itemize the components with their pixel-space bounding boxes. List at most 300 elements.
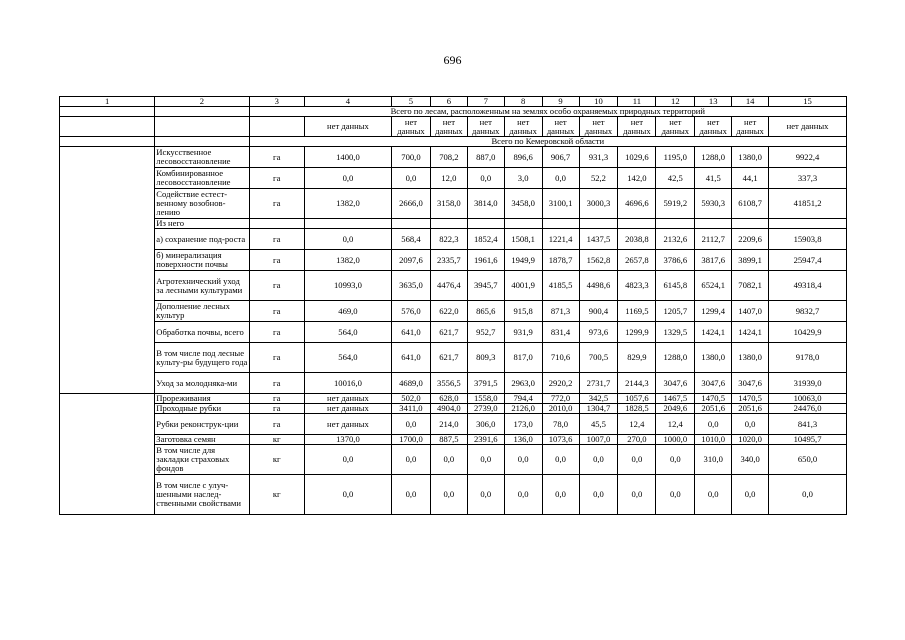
value-cell: 3814,0 <box>467 189 504 219</box>
table-row <box>60 189 847 219</box>
value-cell: 3,0 <box>504 168 542 189</box>
unit-cell: га <box>249 301 304 322</box>
value-cell: 564,0 <box>304 343 391 373</box>
value-cell: 2963,0 <box>504 373 542 394</box>
value-cell: 1961,6 <box>467 250 504 271</box>
row-label: Из него <box>155 219 249 229</box>
value-cell: 621,7 <box>430 322 467 343</box>
no-data-header-cell: нет данных <box>391 117 430 137</box>
value-cell: 12,4 <box>618 414 656 435</box>
no-data-row <box>60 117 847 137</box>
unit-cell: га <box>249 394 304 404</box>
value-cell: 469,0 <box>304 301 391 322</box>
value-cell: 915,8 <box>504 301 542 322</box>
value-cell: 1380,0 <box>732 147 769 168</box>
value-cell: 822,3 <box>430 229 467 250</box>
value-cell <box>732 219 769 229</box>
value-cell: 3411,0 <box>391 404 430 414</box>
empty-cell <box>60 250 155 271</box>
value-cell: 1195,0 <box>656 147 695 168</box>
forest-statistics-table <box>59 96 847 515</box>
value-cell: 2049,6 <box>656 404 695 414</box>
row-label: Искусственное лесовосстановление <box>155 147 249 168</box>
value-cell: 7082,1 <box>732 271 769 301</box>
table-row <box>60 250 847 271</box>
value-cell: 952,7 <box>467 322 504 343</box>
empty-cell <box>60 322 155 343</box>
column-number: 3 <box>249 97 304 107</box>
column-number: 9 <box>542 97 579 107</box>
value-cell: 10063,0 <box>769 394 847 404</box>
unit-cell: га <box>249 404 304 414</box>
value-cell: 1424,1 <box>732 322 769 343</box>
value-cell: 2051,6 <box>732 404 769 414</box>
value-cell: 2126,0 <box>504 404 542 414</box>
value-cell: 0,0 <box>656 445 695 475</box>
value-cell: нет данных <box>304 394 391 404</box>
empty-cell <box>155 117 249 137</box>
value-cell: 337,3 <box>769 168 847 189</box>
value-cell: 3047,6 <box>656 373 695 394</box>
value-cell: 865,6 <box>467 301 504 322</box>
column-number: 13 <box>695 97 732 107</box>
value-cell: 817,0 <box>504 343 542 373</box>
value-cell: 9922,4 <box>769 147 847 168</box>
column-number: 7 <box>467 97 504 107</box>
value-cell: нет данных <box>304 404 391 414</box>
value-cell: 2112,7 <box>695 229 732 250</box>
value-cell: 3791,5 <box>467 373 504 394</box>
value-cell: 0,0 <box>504 475 542 515</box>
value-cell: 1205,7 <box>656 301 695 322</box>
column-number-row <box>60 97 847 107</box>
table-row <box>60 404 847 414</box>
value-cell: 49318,4 <box>769 271 847 301</box>
unit-cell: кг <box>249 445 304 475</box>
value-cell: 0,0 <box>656 475 695 515</box>
empty-cell <box>155 137 249 147</box>
unit-cell: га <box>249 189 304 219</box>
value-cell: 700,5 <box>579 343 618 373</box>
value-cell <box>504 219 542 229</box>
table-row <box>60 445 847 475</box>
empty-cell <box>60 445 155 475</box>
value-cell: 214,0 <box>430 414 467 435</box>
value-cell: 0,0 <box>467 168 504 189</box>
value-cell: 0,0 <box>695 414 732 435</box>
value-cell: 0,0 <box>695 475 732 515</box>
value-cell <box>467 219 504 229</box>
value-cell: 576,0 <box>391 301 430 322</box>
value-cell: 52,2 <box>579 168 618 189</box>
value-cell <box>304 219 391 229</box>
value-cell: 41,5 <box>695 168 732 189</box>
value-cell: 1029,6 <box>618 147 656 168</box>
column-number: 10 <box>579 97 618 107</box>
value-cell: 1508,1 <box>504 229 542 250</box>
value-cell: 78,0 <box>542 414 579 435</box>
value-cell: 0,0 <box>618 475 656 515</box>
value-cell: 4696,6 <box>618 189 656 219</box>
unit-cell: га <box>249 373 304 394</box>
value-cell: 3786,6 <box>656 250 695 271</box>
value-cell: 564,0 <box>304 322 391 343</box>
value-cell: 1304,7 <box>579 404 618 414</box>
value-cell: 2209,6 <box>732 229 769 250</box>
value-cell: 621,7 <box>430 343 467 373</box>
empty-cell <box>60 435 155 445</box>
value-cell: 973,6 <box>579 322 618 343</box>
value-cell: 9832,7 <box>769 301 847 322</box>
value-cell: 1169,5 <box>618 301 656 322</box>
value-cell: 15903,8 <box>769 229 847 250</box>
value-cell: 10016,0 <box>304 373 391 394</box>
no-data-header-cell: нет данных <box>430 117 467 137</box>
value-cell: 0,0 <box>391 414 430 435</box>
value-cell: 4689,0 <box>391 373 430 394</box>
value-cell: 4476,4 <box>430 271 467 301</box>
value-cell: 568,4 <box>391 229 430 250</box>
value-cell: 1424,1 <box>695 322 732 343</box>
row-label: б) минерализация поверхности почвы <box>155 250 249 271</box>
column-number: 14 <box>732 97 769 107</box>
value-cell: 1380,0 <box>695 343 732 373</box>
no-data-header-cell: нет данных <box>304 117 391 137</box>
empty-cell <box>60 117 155 137</box>
empty-cell <box>60 229 155 250</box>
row-label: В том числе с улуч-шенными наслед-ственными свойствами <box>155 475 249 515</box>
value-cell: 1562,8 <box>579 250 618 271</box>
value-cell: 41851,2 <box>769 189 847 219</box>
value-cell: 2097,6 <box>391 250 430 271</box>
column-number: 2 <box>155 97 249 107</box>
value-cell: 794,4 <box>504 394 542 404</box>
value-cell: 142,0 <box>618 168 656 189</box>
no-data-header-cell: нет данных <box>769 117 847 137</box>
column-number: 12 <box>656 97 695 107</box>
column-number: 15 <box>769 97 847 107</box>
empty-cell <box>60 373 155 394</box>
value-cell: 0,0 <box>467 445 504 475</box>
row-label: Комбинированное лесовосстановление <box>155 168 249 189</box>
value-cell: 0,0 <box>391 168 430 189</box>
no-data-header-cell: нет данных <box>467 117 504 137</box>
value-cell: 12,0 <box>430 168 467 189</box>
value-cell: 2920,2 <box>542 373 579 394</box>
value-cell: 0,0 <box>769 475 847 515</box>
row-label: а) сохранение под-роста <box>155 229 249 250</box>
unit-cell: га <box>249 322 304 343</box>
value-cell: 6145,8 <box>656 271 695 301</box>
empty-cell <box>60 404 155 414</box>
value-cell: 0,0 <box>304 445 391 475</box>
row-label: Дополнение лесных культур <box>155 301 249 322</box>
empty-cell <box>249 117 304 137</box>
value-cell: 1467,5 <box>656 394 695 404</box>
value-cell <box>769 219 847 229</box>
table-row <box>60 435 847 445</box>
value-cell: 1407,0 <box>732 301 769 322</box>
value-cell: 1370,0 <box>304 435 391 445</box>
no-data-header-cell: нет данных <box>618 117 656 137</box>
no-data-header-cell: нет данных <box>504 117 542 137</box>
value-cell: 3047,6 <box>695 373 732 394</box>
value-cell: 0,0 <box>304 229 391 250</box>
unit-cell: га <box>249 271 304 301</box>
no-data-header-cell: нет данных <box>579 117 618 137</box>
row-label: Проходные рубки <box>155 404 249 414</box>
value-cell: 931,9 <box>504 322 542 343</box>
value-cell: 0,0 <box>430 445 467 475</box>
no-data-header-cell: нет данных <box>542 117 579 137</box>
column-number: 1 <box>60 97 155 107</box>
value-cell: 2132,6 <box>656 229 695 250</box>
value-cell: 1470,5 <box>695 394 732 404</box>
column-number: 11 <box>618 97 656 107</box>
value-cell: 5919,2 <box>656 189 695 219</box>
value-cell: 1828,5 <box>618 404 656 414</box>
empty-cell <box>60 414 155 435</box>
unit-cell: га <box>249 229 304 250</box>
value-cell: 502,0 <box>391 394 430 404</box>
value-cell: 1020,0 <box>732 435 769 445</box>
value-cell: 0,0 <box>542 475 579 515</box>
value-cell: 6108,7 <box>732 189 769 219</box>
table-row <box>60 219 847 229</box>
value-cell: 3945,7 <box>467 271 504 301</box>
value-cell: 887,0 <box>467 147 504 168</box>
table-row <box>60 373 847 394</box>
value-cell: 0,0 <box>304 168 391 189</box>
value-cell: 2038,8 <box>618 229 656 250</box>
value-cell: 1437,5 <box>579 229 618 250</box>
value-cell: 4001,9 <box>504 271 542 301</box>
value-cell: 650,0 <box>769 445 847 475</box>
table-row <box>60 271 847 301</box>
value-cell: 871,3 <box>542 301 579 322</box>
value-cell: 0,0 <box>391 445 430 475</box>
table-row <box>60 322 847 343</box>
value-cell: 1007,0 <box>579 435 618 445</box>
value-cell: 906,7 <box>542 147 579 168</box>
row-label: Агротехнический уход за лесными культурами <box>155 271 249 301</box>
value-cell: 1878,7 <box>542 250 579 271</box>
value-cell: 2010,0 <box>542 404 579 414</box>
value-cell: 900,4 <box>579 301 618 322</box>
row-label: Обработка почвы, всего <box>155 322 249 343</box>
value-cell: 1382,0 <box>304 250 391 271</box>
column-number: 4 <box>304 97 391 107</box>
value-cell: 0,0 <box>732 475 769 515</box>
empty-cell <box>60 137 155 147</box>
value-cell: 2144,3 <box>618 373 656 394</box>
empty-cell <box>60 107 155 117</box>
value-cell: 3817,6 <box>695 250 732 271</box>
value-cell: 1382,0 <box>304 189 391 219</box>
value-cell: 0,0 <box>618 445 656 475</box>
table-row <box>60 301 847 322</box>
value-cell: 3100,1 <box>542 189 579 219</box>
value-cell <box>656 219 695 229</box>
unit-cell <box>249 219 304 229</box>
section-title-row <box>60 107 847 117</box>
value-cell: 44,1 <box>732 168 769 189</box>
unit-cell: га <box>249 343 304 373</box>
value-cell: 9178,0 <box>769 343 847 373</box>
value-cell: 1057,6 <box>618 394 656 404</box>
value-cell: 1299,4 <box>695 301 732 322</box>
value-cell: 306,0 <box>467 414 504 435</box>
value-cell: 3899,1 <box>732 250 769 271</box>
value-cell: 1000,0 <box>656 435 695 445</box>
value-cell: 1380,0 <box>732 343 769 373</box>
value-cell: 0,0 <box>504 445 542 475</box>
value-cell <box>430 219 467 229</box>
value-cell: нет данных <box>304 414 391 435</box>
value-cell: 1329,5 <box>656 322 695 343</box>
unit-cell: кг <box>249 435 304 445</box>
value-cell: 24476,0 <box>769 404 847 414</box>
value-cell: 700,0 <box>391 147 430 168</box>
row-label: Уход за молодняка-ми <box>155 373 249 394</box>
unit-cell: га <box>249 168 304 189</box>
value-cell: 342,5 <box>579 394 618 404</box>
value-cell: 3556,5 <box>430 373 467 394</box>
column-number: 8 <box>504 97 542 107</box>
value-cell: 42,5 <box>656 168 695 189</box>
empty-cell <box>155 107 249 117</box>
table-row <box>60 475 847 515</box>
value-cell: 270,0 <box>618 435 656 445</box>
value-cell: 0,0 <box>391 475 430 515</box>
value-cell: 10429,9 <box>769 322 847 343</box>
value-cell: 628,0 <box>430 394 467 404</box>
value-cell: 1221,4 <box>542 229 579 250</box>
value-cell: 4904,0 <box>430 404 467 414</box>
value-cell: 0,0 <box>732 414 769 435</box>
value-cell: 0,0 <box>542 445 579 475</box>
unit-cell: га <box>249 250 304 271</box>
empty-cell <box>60 189 155 219</box>
value-cell: 809,3 <box>467 343 504 373</box>
section-title: Всего по лесам, расположенным на землях особо охраняемых природных территорий <box>249 107 846 117</box>
value-cell: 3458,0 <box>504 189 542 219</box>
value-cell: 4185,5 <box>542 271 579 301</box>
value-cell <box>618 219 656 229</box>
value-cell: 4823,3 <box>618 271 656 301</box>
row-label: Содействие естест-венному возобнов-лению <box>155 189 249 219</box>
value-cell: 1288,0 <box>695 147 732 168</box>
value-cell: 829,9 <box>618 343 656 373</box>
value-cell: 3158,0 <box>430 189 467 219</box>
no-data-header-cell: нет данных <box>732 117 769 137</box>
value-cell: 10495,7 <box>769 435 847 445</box>
empty-cell <box>60 147 155 168</box>
value-cell: 641,0 <box>391 343 430 373</box>
value-cell: 3047,6 <box>732 373 769 394</box>
empty-cell <box>60 168 155 189</box>
table-row <box>60 147 847 168</box>
table-row <box>60 168 847 189</box>
value-cell: 3635,0 <box>391 271 430 301</box>
value-cell: 5930,3 <box>695 189 732 219</box>
value-cell: 6524,1 <box>695 271 732 301</box>
table-row <box>60 394 847 404</box>
row-label: Заготовка семян <box>155 435 249 445</box>
value-cell: 1558,0 <box>467 394 504 404</box>
value-cell: 12,4 <box>656 414 695 435</box>
value-cell: 340,0 <box>732 445 769 475</box>
value-cell: 2731,7 <box>579 373 618 394</box>
empty-cell <box>60 343 155 373</box>
value-cell: 0,0 <box>542 168 579 189</box>
value-cell: 2657,8 <box>618 250 656 271</box>
row-label: В том числе для закладки страховых фондов <box>155 445 249 475</box>
value-cell: 1010,0 <box>695 435 732 445</box>
row-label: В том числе под лесные культу-ры будущего года <box>155 343 249 373</box>
value-cell: 45,5 <box>579 414 618 435</box>
value-cell: 841,3 <box>769 414 847 435</box>
value-cell: 2739,0 <box>467 404 504 414</box>
no-data-header-cell: нет данных <box>695 117 732 137</box>
value-cell <box>542 219 579 229</box>
region-title-row <box>60 137 847 147</box>
value-cell: 1852,4 <box>467 229 504 250</box>
unit-cell: га <box>249 414 304 435</box>
value-cell: 896,6 <box>504 147 542 168</box>
value-cell: 710,6 <box>542 343 579 373</box>
value-cell: 2051,6 <box>695 404 732 414</box>
value-cell: 10993,0 <box>304 271 391 301</box>
value-cell: 1949,9 <box>504 250 542 271</box>
value-cell: 1299,9 <box>618 322 656 343</box>
value-cell: 0,0 <box>467 475 504 515</box>
value-cell: 136,0 <box>504 435 542 445</box>
no-data-header-cell: нет данных <box>656 117 695 137</box>
value-cell: 1288,0 <box>656 343 695 373</box>
empty-cell <box>60 475 155 515</box>
value-cell: 0,0 <box>579 445 618 475</box>
value-cell: 2666,0 <box>391 189 430 219</box>
table-row <box>60 229 847 250</box>
value-cell <box>391 219 430 229</box>
value-cell: 25947,4 <box>769 250 847 271</box>
value-cell: 1700,0 <box>391 435 430 445</box>
value-cell: 1073,6 <box>542 435 579 445</box>
value-cell: 4498,6 <box>579 271 618 301</box>
value-cell <box>695 219 732 229</box>
empty-cell <box>60 271 155 301</box>
value-cell: 0,0 <box>304 475 391 515</box>
page-number: 696 <box>443 53 462 67</box>
value-cell: 887,5 <box>430 435 467 445</box>
value-cell: 622,0 <box>430 301 467 322</box>
value-cell: 831,4 <box>542 322 579 343</box>
value-cell: 2335,7 <box>430 250 467 271</box>
value-cell: 0,0 <box>579 475 618 515</box>
empty-cell <box>60 219 155 229</box>
value-cell: 310,0 <box>695 445 732 475</box>
unit-cell: кг <box>249 475 304 515</box>
row-label: Рубки реконструк-ции <box>155 414 249 435</box>
value-cell: 772,0 <box>542 394 579 404</box>
table-row <box>60 414 847 435</box>
value-cell: 3000,3 <box>579 189 618 219</box>
table-row <box>60 343 847 373</box>
value-cell: 173,0 <box>504 414 542 435</box>
region-title: Всего по Кемеровской области <box>249 137 846 147</box>
column-number: 5 <box>391 97 430 107</box>
